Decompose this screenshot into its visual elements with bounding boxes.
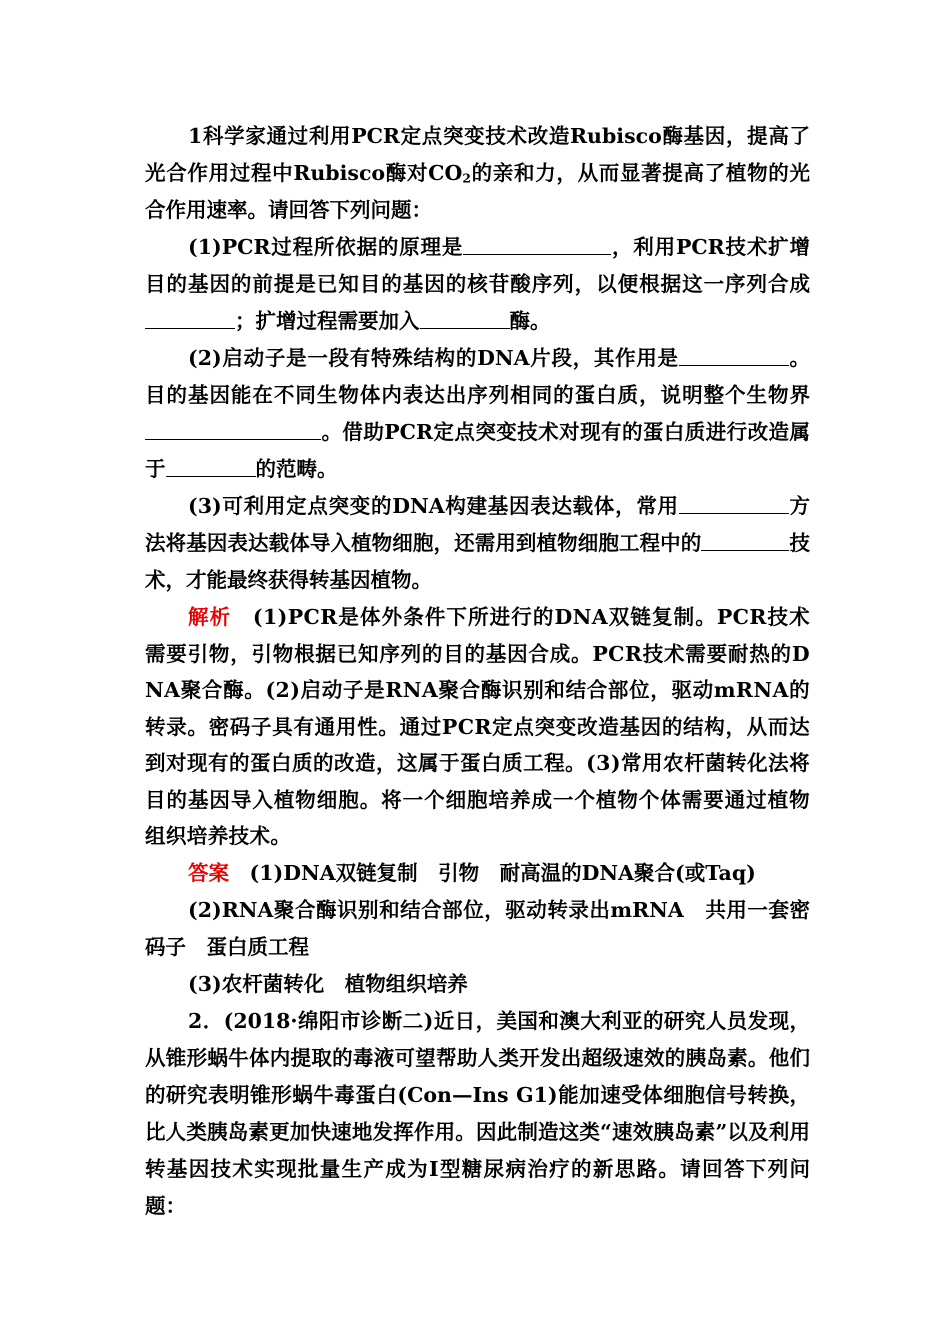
q1-part2-text-a: (2)启动子是一段有特殊结构的DNA片段，其作用是 [188,346,679,370]
answer-label: 答案 [188,860,230,885]
answer-part-2 [145,892,810,966]
answer-blank [166,456,256,478]
question-1-part-3 [145,488,810,599]
q1-part1-text-d: 酶。 [509,309,551,333]
q1-part3-text-a: (3)可利用定点突变的DNA构建基因表达载体，常用 [188,494,679,518]
q1-part3-text-c: 技术，才能最终获得转基因植物。 [145,531,811,592]
q1-part1-text-a: (1)PCR过程所依据的原理是 [188,235,464,259]
q1-intro-text-b: 的亲和力，从而显著提高了植物的光合作用速率。请回答下列问题： [145,161,810,222]
answer-blank [679,493,789,515]
q1-part2-text-b: 。目的基因能在不同生物体内表达出序列相同的蛋白质，说明整个生物界 [145,346,811,407]
q1-part1-text-b: ，利用PCR技术扩增目的基因的前提是已知目的基因的核苷酸序列，以便根据这一序列合成 [145,235,810,296]
question-1-part-1 [145,229,810,340]
q1-part3-text-b: 方法将基因表达载体导入植物细胞，还需用到植物细胞工程中的 [145,494,811,555]
document-page [145,118,810,1225]
co2-subscript: 2 [462,170,471,186]
answer-blank [463,234,611,256]
q1-part2-text-c: 。借助PCR定点突变技术对现有的蛋白质进行改造属于 [145,420,810,481]
answer-blank [420,308,510,330]
q2-text: 近日，美国和澳大利亚的研究人员发现，从锥形蜗牛体内提取的毒液可望帮助人类开发出超级速效的胰岛素。他们的研究表明锥形蜗牛毒蛋白(Con—Ins G1)能加速受体细胞信号转换，比人类胰岛素更加快速地发挥作用。因此制造这类“速效胰岛素”以及利用转基因技术实现批量生产成为Ⅰ型糖尿病治疗的新思路。请回答下列问题： [145,1008,811,1218]
q2-number: 2． [188,1008,224,1033]
q2-source: (2018·绵阳市诊断二) [223,1008,434,1033]
question-2 [145,1003,810,1225]
analysis-text: (1)PCR是体外条件下所进行的DNA双链复制。PCR技术需要引物，引物根据已知序列的目的基因合成。PCR技术需要耐热的DNA聚合酶。(2)启动子是RNA聚合酶识别和结合部位，驱动mRNA的转录。密码子具有通用性。通过PCR定点突变改造基因的结构，从而达到对现有的蛋白质的改造，这属于蛋白质工程。(3)常用农杆菌转化法将目的基因导入植物细胞。将一个细胞培养成一个植物个体需要通过植物组织培养技术。 [145,605,810,848]
analysis-section [145,599,810,855]
answer-line-1: (1)DNA双链复制 引物 耐高温的DNA聚合(或Taq) [249,860,756,885]
answer-blank [679,345,789,367]
answer-blank [145,419,321,441]
analysis-label: 解析 [188,605,232,629]
question-1-part-2 [145,340,810,488]
answer-part-3 [145,966,810,1003]
answer-section [145,855,810,892]
q1-intro-text-a: 1科学家通过利用PCR定点突变技术改造Rubisco酶基因，提高了光合作用过程中Rubisco酶对CO [145,124,810,185]
question-1-intro [145,118,810,229]
answer-line-2: (2)RNA聚合酶识别和结合部位，驱动转录出mRNA 共用一套密码子 蛋白质工程 [145,897,810,959]
answer-blank [701,530,789,552]
answer-blank [145,308,235,330]
q1-part1-text-c: ；扩增过程需要加入 [235,309,420,333]
answer-line-3: (3)农杆菌转化 植物组织培养 [188,971,468,996]
q1-part2-text-d: 的范畴。 [255,457,338,481]
